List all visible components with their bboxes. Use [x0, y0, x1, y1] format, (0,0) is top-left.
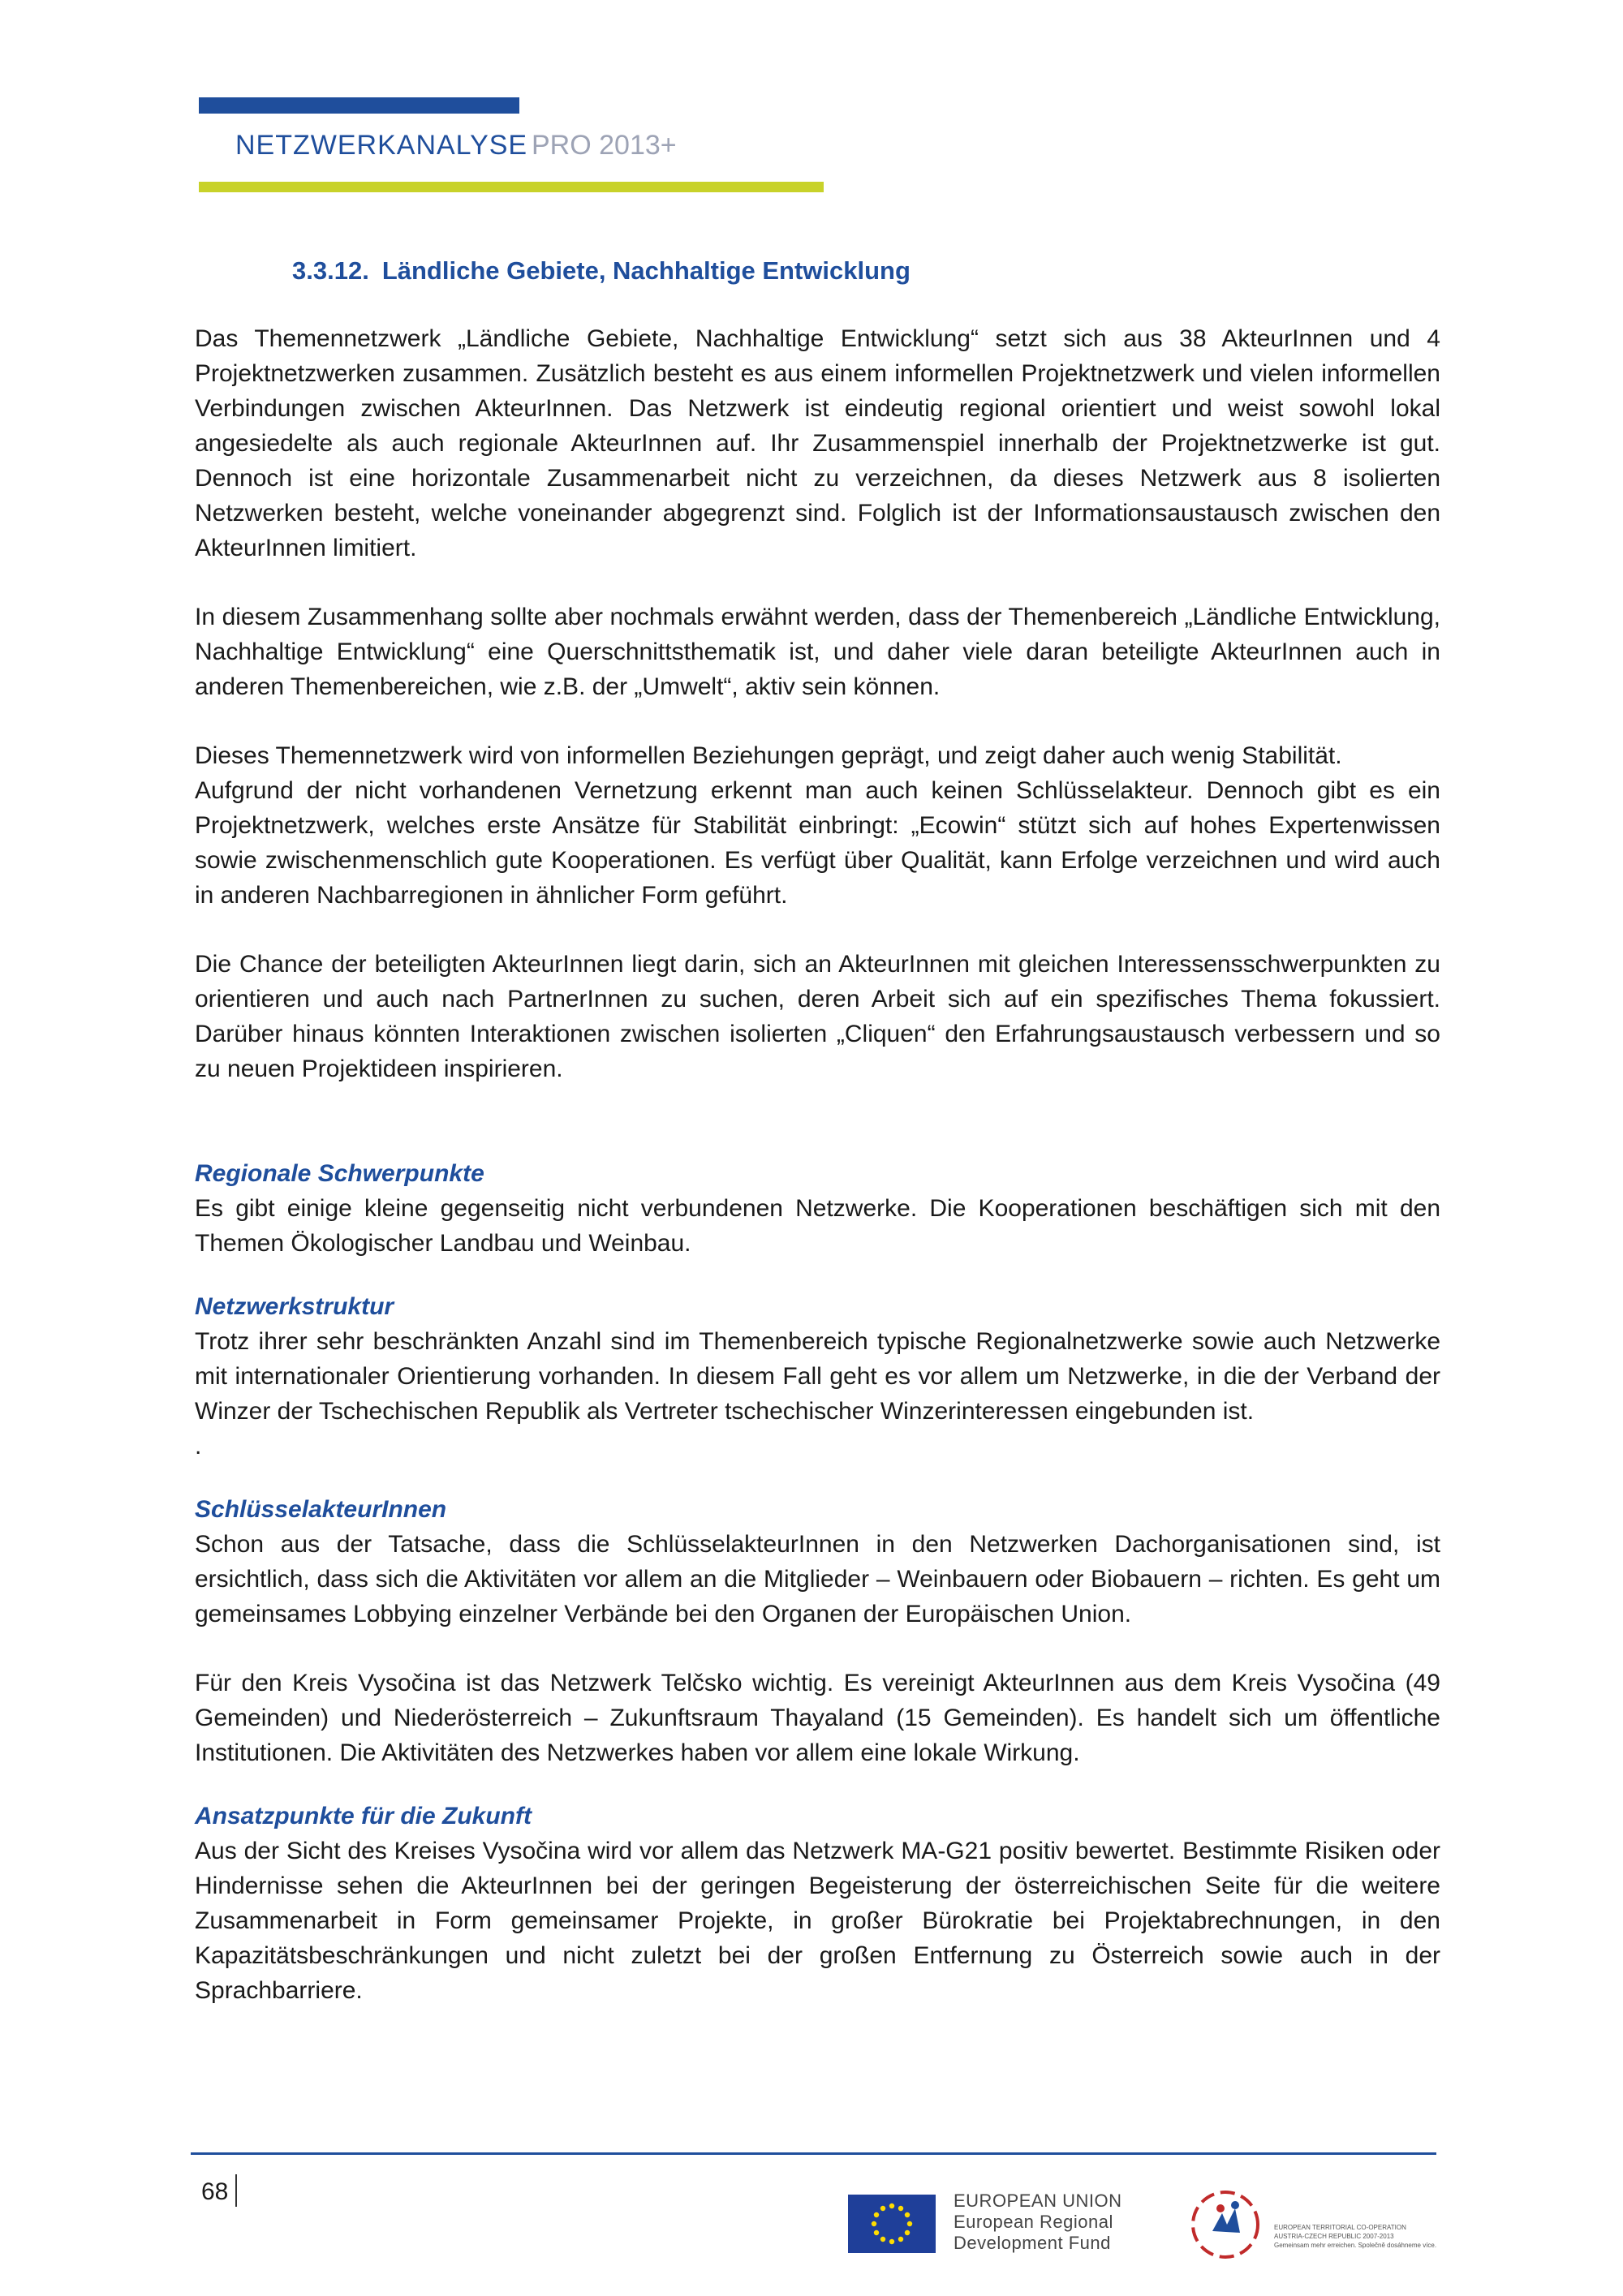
page-separator [235, 2174, 237, 2207]
subheading-netzwerkstruktur: Netzwerkstruktur [195, 1293, 394, 1320]
header-subtitle: PRO 2013+ [532, 130, 677, 161]
subheading-schluesselakteure: SchlüsselakteurInnen [195, 1496, 447, 1523]
section-title: Ländliche Gebiete, Nachhaltige Entwicklung [381, 256, 911, 285]
paragraph: Es gibt einige kleine gegenseitig nicht verbundenen Netzwerke. Die Kooperationen beschäftigen sich mit den Themen Ökologischer Landbau und Weinbau. [195, 1195, 1440, 1257]
page-number: 68 [201, 2178, 229, 2205]
document-body [195, 253, 1440, 2008]
eu-flag-icon [848, 2195, 936, 2253]
paragraph: Dieses Themennetzwerk wird von informellen Beziehungen geprägt, und zeigt daher auch wenig Stabilität. [195, 742, 1342, 769]
header-bar-blue [199, 97, 519, 114]
eu-label-line: Development Fund [954, 2233, 1111, 2253]
paragraph: Das Themennetzwerk „Ländliche Gebiete, Nachhaltige Entwicklung“ setzt sich aus 38 AkteurInnen und 4 Projektnetzwerken zusammen. Zusätzlich besteht es aus einem informellen Projektnetzwerk und vielen informellen Verbindungen zwischen AkteurInnen. Das Netzwerk ist eindeutig regional orientiert und weist sowohl lokal angesiedelte als auch regionale AkteurInnen auf. Ihr Zusammenspiel innerhalb der Projektnetzwerke ist gut. Dennoch ist eine horizontale Zusammenarbeit nicht zu verzeichnen, da dieses Netzwerk aus 8 isolierten Netzwerken besteht, welche voneinander abgegrenzt sind. Folglich ist der Informationsaustausch zwischen den AkteurInnen limitiert. [195, 325, 1440, 561]
etc-label-line: AUSTRIA-CZECH REPUBLIC 2007-2013 [1274, 2233, 1394, 2240]
etc-label-line: EUROPEAN TERRITORIAL CO-OPERATION [1274, 2224, 1406, 2231]
eu-label-line: European Regional [954, 2212, 1113, 2232]
etc-cooperation-label [1274, 2223, 1436, 2250]
header-bar-yellow [199, 182, 824, 192]
paragraph: Für den Kreis Vysočina ist das Netzwerk Telčsko wichtig. Es vereinigt AkteurInnen aus dem Kreis Vysočina (49 Gemeinden) und Niederösterreich – Zukunftsraum Thayaland (15 Gemeinden). Es handelt sich um öffentliche Institutionen. Die Aktivitäten des Netzwerkes haben vor allem eine lokale Wirkung. [195, 1670, 1440, 1766]
paragraph: In diesem Zusammenhang sollte aber nochmals erwähnt werden, dass der Themenbereich „Ländliche Entwicklung, Nachhaltige Entwicklung“ eine Querschnittsthematik ist, und daher viele daran beteiligte AkteurInnen auch in anderen Themenbereichen, wie z.B. der „Umwelt“, aktiv sein können. [195, 604, 1440, 700]
section-number: 3.3.12. [292, 256, 369, 285]
etc-cooperation-logo-icon [1185, 2184, 1266, 2265]
paragraph: Trotz ihrer sehr beschränkten Anzahl sind im Themenbereich typische Regionalnetzwerke sowie auch Netzwerke mit internationaler Orientierung vorhanden. In diesem Fall geht es vor allem um Netzwerke, in die der Verband der Winzer der Tschechischen Republik als Vertreter tschechischer Winzerinteressen eingebunden ist. [195, 1328, 1440, 1425]
header-title: NETZWERKANALYSE [235, 130, 528, 161]
section-heading [292, 253, 1440, 289]
paragraph: Aufgrund der nicht vorhandenen Vernetzung erkennt man auch keinen Schlüsselakteur. Dennoch gibt es ein Projektnetzwerk, welches erste Ansätze für Stabilität einbringt: „Ecowin“ stützt sich auf hohes Expertenwissen sowie zwischenmenschlich gute Kooperationen. Es verfügt über Qualität, kann Erfolge verzeichnen und wird auch in anderen Nachbarregionen in ähnlicher Form geführt. [195, 777, 1440, 909]
eu-fund-label [954, 2191, 1121, 2254]
stray-dot: . [195, 1433, 202, 1460]
paragraph: Aus der Sicht des Kreises Vysočina wird vor allem das Netzwerk MA-G21 positiv bewertet. Bestimmte Risiken oder Hindernisse sehen die AkteurInnen bei der geringen Begeisterung der österreichischen Seite für die weitere Zusammenarbeit in Form gemeinsamer Projekte, in großer Bürokratie bei Projektabrechnungen, in den Kapazitätsbeschränkungen und nicht zuletzt bei der großen Entfernung zu Österreich sowie auch in der Sprachbarriere. [195, 1838, 1440, 2004]
eu-label-line: EUROPEAN UNION [954, 2191, 1122, 2211]
footer-rule [191, 2152, 1436, 2155]
etc-label-line: Gemeinsam mehr erreichen. Společně dosáhneme více. [1274, 2242, 1437, 2249]
subheading-ansatzpunkte: Ansatzpunkte für die Zukunft [195, 1803, 532, 1829]
paragraph: Die Chance der beteiligten AkteurInnen liegt darin, sich an AkteurInnen mit gleichen Interessensschwerpunkten zu orientieren und auch nach PartnerInnen zu suchen, deren Arbeit sich auf ein spezifisches Thema fokussiert. Darüber hinaus könnten Interaktionen zwischen isolierten „Cliquen“ den Erfahrungsaustausch verbessern und so zu neuen Projektideen inspirieren. [195, 951, 1440, 1082]
subheading-regionale: Regionale Schwerpunkte [195, 1160, 484, 1187]
paragraph: Schon aus der Tatsache, dass die SchlüsselakteurInnen in den Netzwerken Dachorganisationen sind, ist ersichtlich, dass sich die Aktivitäten vor allem an die Mitglieder – Weinbauern oder Biobauern – richten. Es geht um gemeinsames Lobbying einzelner Verbände bei den Organen der Europäischen Union. [195, 1531, 1440, 1627]
